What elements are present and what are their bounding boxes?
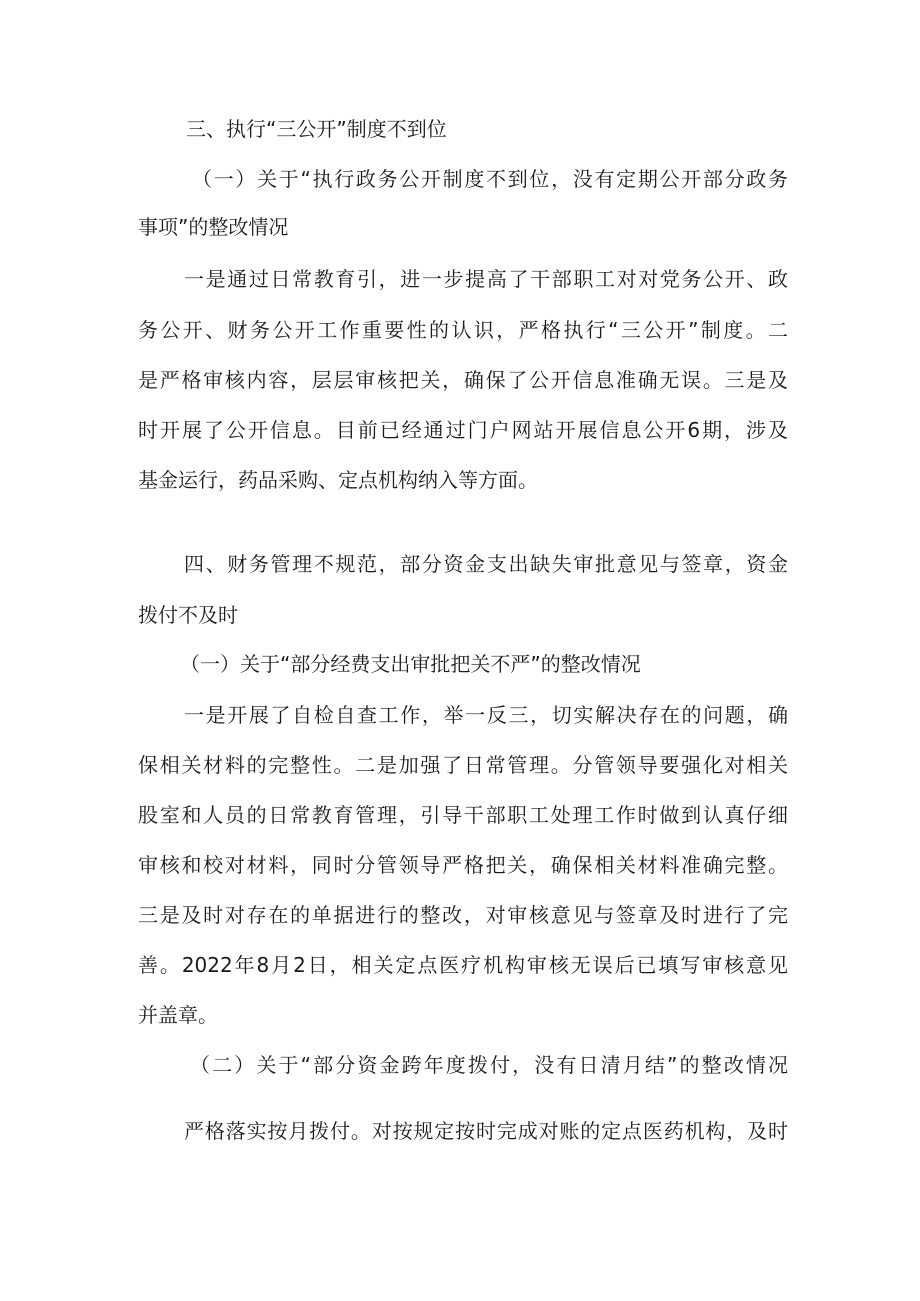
subsection-heading-4-1: （一）关于“部分经费支出审批把关不严”的整改情况 — [180, 652, 641, 676]
paragraph-4-2-line-1: 严格落实按月拨付。对按规定按时完成对账的定点医药机构，及时 — [184, 1119, 788, 1143]
paragraph-4-1-line-5: 三是及时对存在的单据进行的整改，对审核意见与签章及时进行了完 — [138, 903, 788, 927]
paragraph-3-1-line-2: 务公开、财务公开工作重要性的认识，严格执行“三公开”制度。二 — [138, 318, 788, 342]
subsection-heading-3-1-line-1: （一）关于“执行政务公开制度不到位，没有定期公开部分政务 — [192, 167, 788, 191]
subsection-heading-4-2: （二）关于“部分资金跨年度拨付，没有日清月结”的整改情况 — [190, 1053, 788, 1077]
paragraph-4-1-line-3: 股室和人员的日常教育管理，引导干部职工处理工作时做到认真仔细 — [138, 803, 788, 827]
paragraph-4-1-line-7: 并盖章。 — [138, 1003, 218, 1027]
paragraph-3-1-line-4: 时开展了公开信息。目前已经通过门户网站开展信息公开6期，涉及 — [138, 418, 788, 442]
paragraph-4-1-line-4: 审核和校对材料，同时分管领导严格把关，确保相关材料准确完整。 — [138, 853, 788, 877]
paragraph-4-1-line-2: 保相关材料的完整性。二是加强了日常管理。分管领导要强化对相关 — [138, 753, 788, 777]
paragraph-3-1-line-3: 是严格审核内容，层层审核把关，确保了公开信息准确无误。三是及 — [138, 368, 788, 392]
section-heading-3: 三、执行“三公开”制度不到位 — [186, 117, 447, 141]
paragraph-4-1-line-1: 一是开展了自检自查工作，举一反三，切实解决存在的问题，确 — [184, 703, 788, 727]
paragraph-3-1-line-1: 一是通过日常教育引，进一步提高了干部职工对对党务公开、政 — [184, 267, 788, 291]
paragraph-4-1-line-6: 善。2022年8月2日，相关定点医疗机构审核无误后已填写审核意见 — [138, 953, 788, 977]
section-heading-4-line-1: 四、财务管理不规范，部分资金支出缺失审批意见与签章，资金 — [184, 552, 788, 576]
paragraph-3-1-line-5: 基金运行，药品采购、定点机构纳入等方面。 — [138, 468, 538, 492]
subsection-heading-3-1-line-2: 事项”的整改情况 — [138, 215, 289, 239]
section-heading-4-line-2: 拨付不及时 — [138, 603, 238, 627]
